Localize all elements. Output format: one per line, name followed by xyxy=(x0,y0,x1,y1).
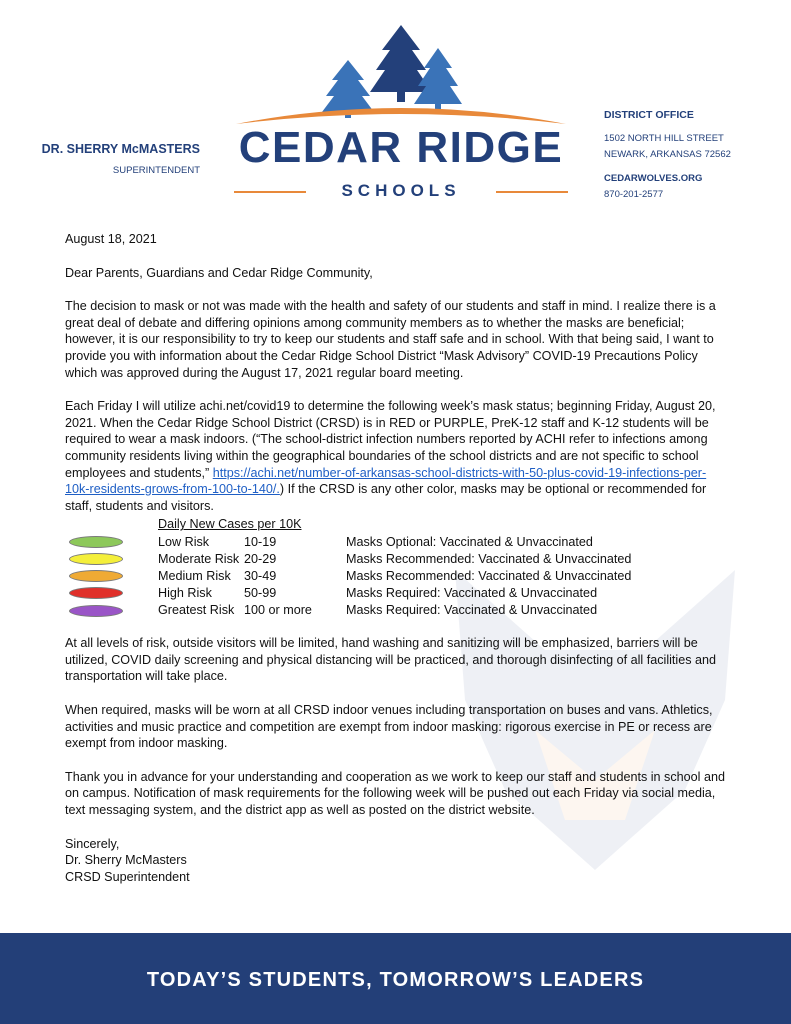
risk-policy: Masks Required: Vaccinated & Unvaccinated xyxy=(346,603,598,618)
office-address-line-1: 1502 NORTH HILL STREET xyxy=(604,133,724,144)
risk-range: 100 or more xyxy=(244,603,312,618)
risk-level: Moderate Risk xyxy=(158,551,240,566)
risk-swatch-yellow xyxy=(69,553,123,565)
risk-range: 20-29 xyxy=(244,551,277,566)
risk-swatch-red xyxy=(69,587,123,599)
logo-rule-right xyxy=(496,191,568,193)
logo-wordmark: CEDAR RIDGE xyxy=(238,123,564,172)
district-logo xyxy=(228,20,574,202)
risk-row xyxy=(65,533,725,550)
risk-swatch-green xyxy=(69,536,123,548)
footer-banner xyxy=(0,933,791,1024)
paragraph-mask-status xyxy=(65,398,725,514)
letter-body xyxy=(65,231,725,885)
risk-policy: Masks Recommended: Vaccinated & Unvaccinated xyxy=(346,551,632,566)
risk-policy: Masks Recommended: Vaccinated & Unvaccinated xyxy=(346,568,632,583)
risk-row xyxy=(65,602,725,619)
paragraph-all-levels: At all levels of risk, outside visitors will be limited, hand washing and sanitizing will be emphasized, barriers will be utilized, COVID daily screening and physical distancing will be practiced, and thorough disinfecting of all facilities and transportation will take place. xyxy=(65,636,717,684)
letter-salutation: Dear Parents, Guardians and Cedar Ridge Community, xyxy=(65,265,373,280)
office-address-line-2: NEWARK, ARKANSAS 72562 xyxy=(604,149,731,160)
paragraph-mask-status-text: Each Friday I will utilize achi.net/covid19 to determine the following week’s mask status; beginning Friday, August 20, 2021. When the Cedar Ridge School District (CRSD) is in RED or PURPLE, PreK-12 staff and K-12 students will be required to wear a mask indoors. (“The school-district infection numbers reported by ACHI refer to infections among community residents living within the geographical boundaries of the school districts and are not specific to school employees and students,” xyxy=(65,399,716,480)
risk-swatch-orange xyxy=(69,570,123,582)
office-heading: DISTRICT OFFICE xyxy=(604,109,694,121)
risk-policy: Masks Optional: Vaccinated & Unvaccinated xyxy=(346,534,593,549)
risk-row xyxy=(65,568,725,585)
achi-article-link[interactable]: https://achi.net/number-of-arkansas-school-districts-with-50-plus-covid-19-infections-per-10k-residents-grows-from-100-to-140/. xyxy=(65,465,707,497)
letter-date: August 18, 2021 xyxy=(65,232,157,246)
logo-subtitle: SCHOOLS xyxy=(341,181,461,200)
closing-line: Sincerely, xyxy=(65,836,120,851)
paragraph-mask-decision: The decision to mask or not was made with the health and safety of our students and staff in mind. I realize there is a great deal of debate and differing opinions among community members as to whether the masks are beneficial; however, it is our responsibility to try to keep our students and staff safe and in school. With that being said, I want to provide you with information about the Cedar Ridge School District “Mask Advisory” COVID-19 Precautions Policy which was approved during the August 17, 2021 regular board meeting. xyxy=(65,299,716,380)
risk-level: Greatest Risk xyxy=(158,603,235,618)
office-phone: 870-201-2577 xyxy=(604,189,664,200)
district-office-block xyxy=(604,107,731,203)
risk-level: Low Risk xyxy=(158,534,210,549)
paragraph-when-required: When required, masks will be worn at all CRSD indoor venues including transportation on buses and vans. Athletics, activities and music practice and competition are exempt from indoor masking: rigorous exercise in PE or recess are exempt from indoor masking. xyxy=(65,703,713,751)
superintendent-title: SUPERINTENDENT xyxy=(112,165,200,176)
risk-swatch-purple xyxy=(69,605,123,617)
risk-row xyxy=(65,585,725,602)
letter-closing xyxy=(65,836,725,886)
superintendent-name: DR. SHERRY McMASTERS xyxy=(41,142,200,156)
footer-tagline: TODAY’S STUDENTS, TOMORROW’S LEADERS xyxy=(146,969,645,991)
logo-subline xyxy=(228,180,574,202)
risk-table-header: Daily New Cases per 10K xyxy=(158,517,302,532)
risk-range: 10-19 xyxy=(244,534,277,549)
risk-policy: Masks Required: Vaccinated & Unvaccinated xyxy=(346,586,598,601)
signer-name: Dr. Sherry McMasters xyxy=(65,853,187,868)
paragraph-mask-status-tail: ) If the CRSD is any other color, masks may be optional or recommended for staff, students and visitors. xyxy=(65,482,707,513)
risk-row xyxy=(65,551,725,568)
risk-level: Medium Risk xyxy=(158,568,231,583)
signer-title: CRSD Superintendent xyxy=(65,869,190,884)
paragraph-thank-you: Thank you in advance for your understanding and cooperation as we work to keep our staff and students in school and on campus. Notification of mask requirements for the following week will be pushed out each Friday via social media, text messaging system, and the district app as well as posted on the district website. xyxy=(65,769,725,817)
office-website: CEDARWOLVES.ORG xyxy=(604,173,703,184)
risk-table xyxy=(65,516,725,619)
pine-trees-icon xyxy=(228,20,574,130)
risk-level: High Risk xyxy=(158,586,212,601)
risk-range: 30-49 xyxy=(244,568,277,583)
risk-range: 50-99 xyxy=(244,586,277,601)
